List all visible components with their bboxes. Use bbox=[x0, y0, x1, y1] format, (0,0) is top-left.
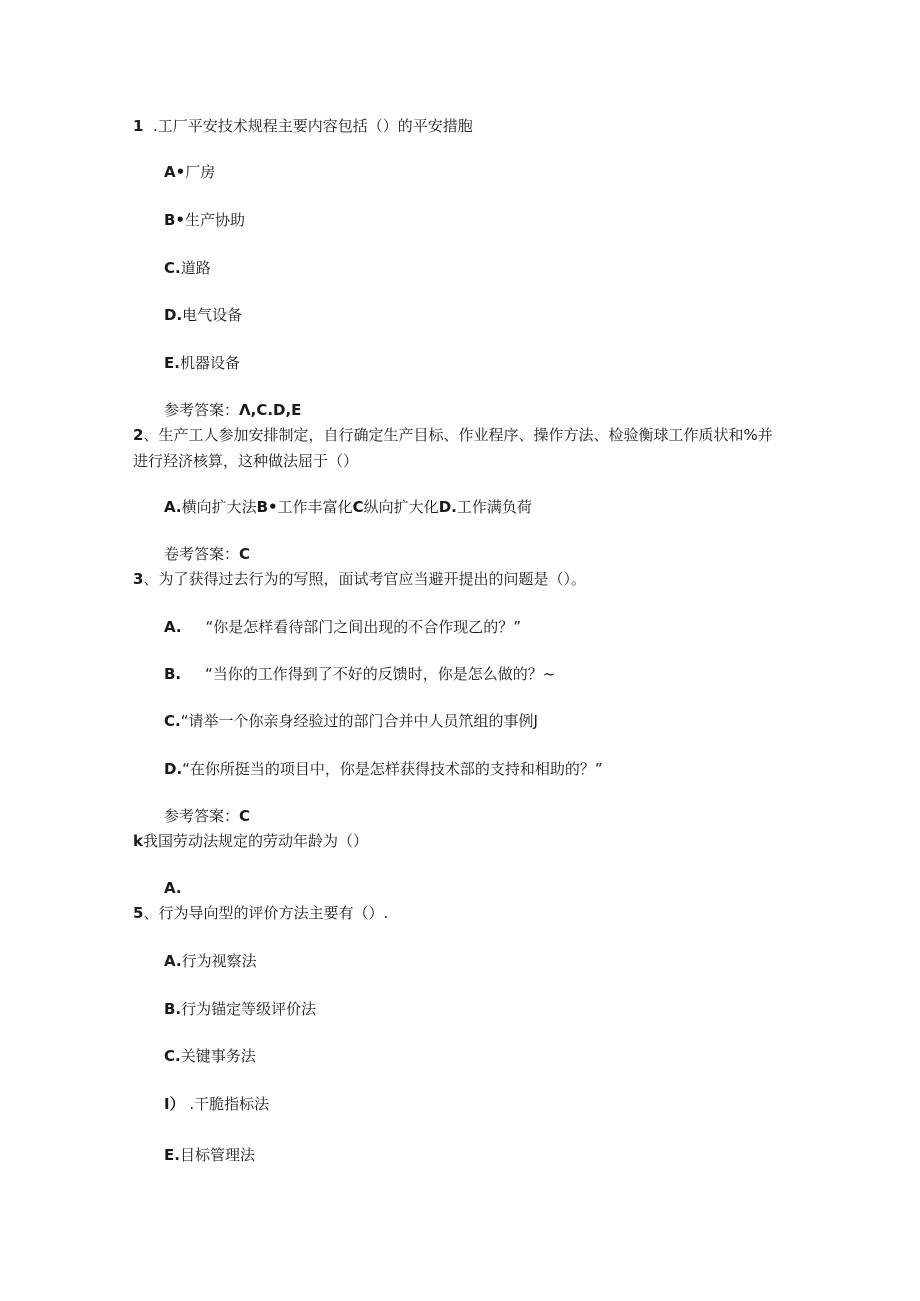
option-a: A. “你是怎样看待部门之间出现的不合作现乙的？” bbox=[164, 618, 521, 636]
question-2-line-2: 进行羟济核算，这种做法屈于（） bbox=[133, 452, 359, 470]
question-text: 我国劳动法规定的劳动年龄为（） bbox=[142, 832, 368, 850]
question-text: .工厂平安技术规程主要内容包括（）的平安措胞 bbox=[152, 117, 473, 135]
option-d: D.“在你所挺当的项目中，你是怎样获得技术部的支持和相助的？” bbox=[164, 760, 603, 778]
question-text: 、行为导向型的评价方法主要有（）. bbox=[143, 904, 389, 922]
option-a: A.行为视察法 bbox=[164, 952, 257, 970]
question-4 bbox=[133, 830, 368, 852]
option-a: A•厂房 bbox=[164, 163, 216, 181]
option-e: E.机器设备 bbox=[164, 354, 240, 372]
question-number: k bbox=[133, 832, 143, 850]
option-b: B•生产协助 bbox=[164, 211, 246, 229]
question-number: 2 bbox=[133, 426, 144, 444]
option-c: C.“请举一个你亲身经验过的部门合并中人员笊组的事例J bbox=[164, 712, 538, 730]
answer: 参考答案：C bbox=[164, 807, 251, 825]
question-2 bbox=[133, 424, 773, 446]
options-inline: A.横向扩大法B•工作丰富化C纵向扩大化D.工作满负荷 bbox=[164, 498, 532, 516]
question-1 bbox=[133, 115, 473, 137]
option-c: C.关键事务法 bbox=[164, 1047, 256, 1065]
option-b: B.行为锚定等级评价法 bbox=[164, 1000, 317, 1018]
answer: 卷考答案：C bbox=[164, 545, 251, 563]
question-text: 、生产工人参加安排制定，自行确定生产目标、作业程序、操作方法、检验衡球工作质状和%并 bbox=[143, 426, 773, 444]
question-number: 1 bbox=[133, 117, 144, 135]
option-e: E.目标管理法 bbox=[164, 1146, 255, 1164]
option-a: A. bbox=[164, 879, 182, 897]
question-5 bbox=[133, 902, 388, 924]
question-number: 3 bbox=[133, 570, 144, 588]
question-number: 5 bbox=[133, 904, 144, 922]
question-3 bbox=[133, 568, 586, 590]
answer: 参考答案：Λ,C.D,E bbox=[164, 401, 302, 419]
option-d: D.电气设备 bbox=[164, 306, 243, 324]
option-c: C.道路 bbox=[164, 259, 211, 277]
option-d: I） .干脆指标法 bbox=[164, 1095, 270, 1113]
option-b: B. “当你的工作得到了不好的反馈时，你是怎么做的？~ bbox=[164, 665, 556, 683]
question-text: 、为了获得过去行为的写照，面试考官应当避开提出的问题是（）。 bbox=[143, 570, 586, 588]
